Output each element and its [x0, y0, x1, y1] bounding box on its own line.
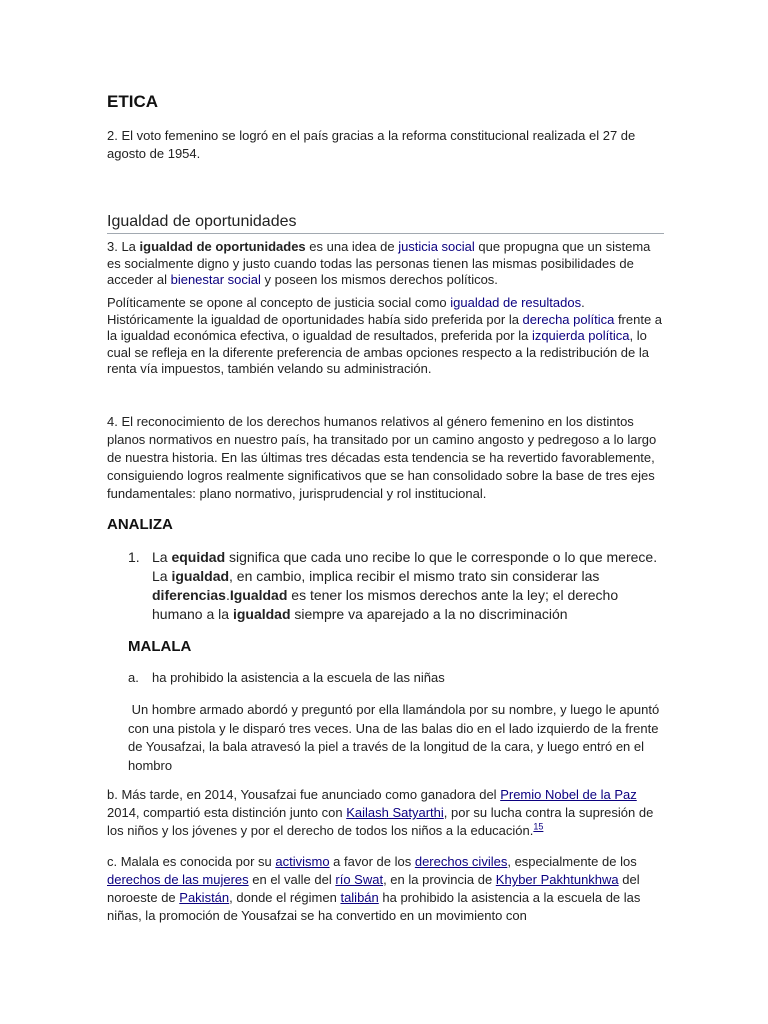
text: en el valle del: [248, 872, 336, 887]
list-item-text: [152, 548, 668, 624]
text: siempre va aparejado a la no discriminación: [290, 606, 568, 622]
link-pakistan[interactable]: Pakistán: [179, 890, 230, 905]
text: . Históricamente la igualdad de oportunidades había sido preferida por la: [107, 295, 585, 327]
bold-term: Igualdad: [229, 587, 288, 603]
link-taliban[interactable]: talibán: [340, 890, 379, 905]
paragraph-4: 4. El reconocimiento de los derechos humanos relativos al género femenino en los distintos planos normativos en nuestro país, ha transitado por un camino angosto y pedregoso a lo largo de nuestra historia. En las últimas tres décadas esta tendencia se ha revertido favorablemente, consiguiendo logros realmente significativos que se han consolidado sobre la base de tres ejes fundamentales: plano normativo, jurisprudencial y rol institucional.: [107, 414, 657, 501]
bold-term: equidad: [171, 549, 226, 565]
link-kailash-satyarthi[interactable]: Kailash Satyarthi: [346, 805, 444, 820]
text: que propugna que un sistema es socialmente digno y justo cuando todas las personas tienen las mismas posibilidades de acceder al: [107, 239, 651, 287]
text: frente a la igualdad económica efectiva, o igualdad de resultados, preferida por la: [107, 311, 663, 343]
link-derechos-civiles[interactable]: derechos civiles: [414, 854, 508, 869]
analiza-heading: ANALIZA: [107, 516, 173, 533]
footnote-link[interactable]: 15: [533, 821, 544, 832]
text: del noroeste de: [107, 872, 640, 905]
text: Políticamente se opone al concepto de justicia social como: [107, 295, 451, 310]
bold-term: diferencias: [152, 587, 226, 603]
text: , en cambio, implica recibir el mismo trato sin considerar las: [229, 568, 600, 584]
bold-term: igualdad de oportunidades: [139, 239, 306, 254]
text: b. Más tarde, en 2014, Yousafzai fue anunciado como ganadora del: [107, 787, 501, 802]
list-item: [128, 548, 668, 624]
link-izquierda-politica[interactable]: izquierda política: [531, 328, 630, 343]
list-letter: a.: [128, 670, 139, 685]
text: c. Malala es conocida por su: [107, 854, 276, 869]
text: , por su lucha contra la supresión de los niños y los jóvenes y por el derecho de todos los niños a la educación.: [107, 805, 654, 838]
text: , en la provincia de: [383, 872, 496, 887]
bold-term: igualdad: [171, 568, 230, 584]
list-item: [128, 669, 668, 687]
text: .: [225, 587, 230, 603]
text: a favor de los: [329, 854, 415, 869]
malala-heading: MALALA: [128, 638, 192, 655]
link-derecha-politica[interactable]: derecha política: [522, 311, 615, 327]
link-bienestar-social[interactable]: bienestar social: [170, 272, 261, 287]
bold-term: igualdad: [232, 606, 291, 622]
text: 2014, compartió esta distinción junto con: [107, 805, 347, 820]
text: significa que cada uno recibe lo que le corresponde o lo que merece. La: [152, 549, 658, 584]
paragraph-c: [107, 853, 667, 925]
link-derechos-mujeres[interactable]: derechos de las mujeres: [107, 872, 249, 887]
paragraph-3b: [107, 295, 667, 378]
text: es tener los mismos derechos ante la ley; el derecho humano a la: [152, 587, 619, 622]
text: , especialmente de los: [507, 854, 637, 869]
section-heading: Igualdad de oportunidades: [107, 212, 664, 234]
text: y poseen los mismos derechos políticos.: [260, 272, 498, 287]
text: , lo cual se refleja en la diferente preferencia de ambas opciones respecto a la redistribución de la renta vía impuestos, también velando su administración.: [107, 328, 649, 376]
link-khyber-pakhtunkhwa[interactable]: Khyber Pakhtunkhwa: [495, 872, 619, 887]
link-activismo[interactable]: activismo: [275, 854, 330, 869]
paragraph-attack: Un hombre armado abordó y preguntó por ella llamándola por su nombre, y luego le apuntó con una pistola y le disparó tres veces. Una de las balas dio en el lado izquierdo de la frente de Yousafzai, la bala atravesó la piel a través de la longitud de la cara, y luego entró en el hombro: [128, 702, 663, 773]
paragraph-2: 2. El voto femenino se logró en el país gracias a la reforma constitucional realizada el 27 de agosto de 1954.: [107, 128, 636, 161]
document-title: ETICA: [107, 92, 158, 111]
text: 3. La: [107, 239, 140, 254]
link-justicia-social[interactable]: justicia social: [398, 239, 475, 254]
list-item-text: ha prohibido la asistencia a la escuela de las niñas: [152, 670, 445, 685]
list-number: 1.: [128, 549, 140, 565]
link-rio-swat[interactable]: río Swat: [335, 872, 384, 887]
link-igualdad-resultados[interactable]: igualdad de resultados: [450, 295, 582, 310]
text: es una idea de: [305, 239, 399, 254]
text: La: [152, 549, 172, 565]
link-premio-nobel[interactable]: Premio Nobel de la Paz: [500, 787, 637, 802]
paragraph-3: [107, 239, 667, 289]
paragraph-b: [107, 786, 667, 840]
text: ha prohibido la asistencia a la escuela de las niñas, la promoción de Yousafzai se ha convertido en un movimiento con: [107, 890, 641, 923]
text: , donde el régimen: [229, 890, 341, 905]
